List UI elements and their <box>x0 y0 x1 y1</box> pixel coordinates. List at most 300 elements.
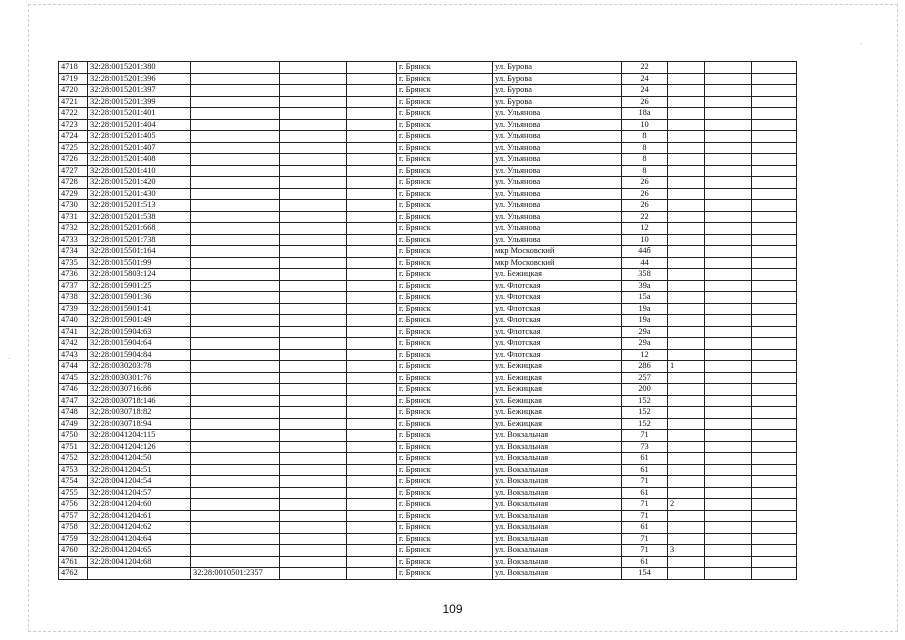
house-number: 44б <box>622 246 668 258</box>
cadastral-number-2 <box>191 280 280 292</box>
cadastral-number-2 <box>191 349 280 361</box>
house-number: 71 <box>622 499 668 511</box>
street: ул. Ульянова <box>493 177 622 189</box>
table-row <box>59 522 797 534</box>
empty-cell <box>280 246 347 258</box>
row-number: 4732 <box>59 223 88 235</box>
cadastral-number: 32:28:0015901:41 <box>88 303 191 315</box>
building-number <box>668 441 705 453</box>
empty-cell <box>347 533 397 545</box>
empty-cell <box>752 292 797 304</box>
building-number <box>668 510 705 522</box>
empty-cell <box>752 200 797 212</box>
street: ул. Бежицкая <box>493 372 622 384</box>
cadastral-number: 32:28:0030203:78 <box>88 361 191 373</box>
cadastral-number: 32:28:0015201:738 <box>88 234 191 246</box>
street: ул. Бурова <box>493 85 622 97</box>
house-number: 61 <box>622 487 668 499</box>
cadastral-number-2 <box>191 269 280 281</box>
empty-cell <box>705 522 752 534</box>
table-row <box>59 545 797 557</box>
house-number: 19а <box>622 303 668 315</box>
table-row <box>59 154 797 166</box>
house-number: 152 <box>622 418 668 430</box>
building-number <box>668 418 705 430</box>
house-number: 29а <box>622 338 668 350</box>
cadastral-number-2 <box>191 499 280 511</box>
house-number: 26 <box>622 188 668 200</box>
empty-cell <box>752 499 797 511</box>
building-number <box>668 73 705 85</box>
empty-cell <box>705 556 752 568</box>
cadastral-number: 32:28:0041204:62 <box>88 522 191 534</box>
row-number: 4741 <box>59 326 88 338</box>
row-number: 4749 <box>59 418 88 430</box>
empty-cell <box>347 303 397 315</box>
cadastral-number: 32:28:0015201:404 <box>88 119 191 131</box>
empty-cell <box>347 154 397 166</box>
city: г. Брянск <box>397 119 493 131</box>
building-number <box>668 165 705 177</box>
house-number: 26 <box>622 200 668 212</box>
building-number <box>668 326 705 338</box>
building-number <box>668 154 705 166</box>
empty-cell <box>347 361 397 373</box>
building-number <box>668 303 705 315</box>
street: ул. Бежицкая <box>493 384 622 396</box>
registry-rows <box>59 62 797 580</box>
street: ул. Вокзальная <box>493 510 622 522</box>
cadastral-number-2 <box>191 441 280 453</box>
empty-cell <box>347 223 397 235</box>
table-row <box>59 142 797 154</box>
street: ул. Флотская <box>493 292 622 304</box>
cadastral-number-2 <box>191 96 280 108</box>
city: г. Брянск <box>397 142 493 154</box>
empty-cell <box>347 108 397 120</box>
house-number: 8 <box>622 154 668 166</box>
row-number: 4735 <box>59 257 88 269</box>
empty-cell <box>752 165 797 177</box>
empty-cell <box>347 62 397 74</box>
empty-cell <box>280 499 347 511</box>
table-row <box>59 292 797 304</box>
cadastral-number-2 <box>191 211 280 223</box>
building-number <box>668 430 705 442</box>
city: г. Брянск <box>397 269 493 281</box>
empty-cell <box>280 453 347 465</box>
empty-cell <box>705 200 752 212</box>
empty-cell <box>752 85 797 97</box>
house-number: 61 <box>622 464 668 476</box>
empty-cell <box>705 441 752 453</box>
building-number <box>668 211 705 223</box>
cadastral-number-2 <box>191 257 280 269</box>
row-number: 4720 <box>59 85 88 97</box>
empty-cell <box>752 476 797 488</box>
empty-cell <box>280 464 347 476</box>
cadastral-number: 32:28:0015803:124 <box>88 269 191 281</box>
empty-cell <box>347 269 397 281</box>
street: ул. Ульянова <box>493 108 622 120</box>
empty-cell <box>280 315 347 327</box>
table-row <box>59 372 797 384</box>
cadastral-number: 32:28:0030718:82 <box>88 407 191 419</box>
empty-cell <box>280 487 347 499</box>
empty-cell <box>347 556 397 568</box>
empty-cell <box>347 499 397 511</box>
row-number: 4718 <box>59 62 88 74</box>
city: г. Брянск <box>397 223 493 235</box>
empty-cell <box>280 476 347 488</box>
empty-cell <box>280 556 347 568</box>
empty-cell <box>347 430 397 442</box>
cadastral-number: 32:28:0041204:60 <box>88 499 191 511</box>
city: г. Брянск <box>397 108 493 120</box>
cadastral-number-2 <box>191 200 280 212</box>
empty-cell <box>752 211 797 223</box>
empty-cell <box>347 326 397 338</box>
street: ул. Бурова <box>493 96 622 108</box>
cadastral-number: 32:28:0041204:57 <box>88 487 191 499</box>
table-row <box>59 165 797 177</box>
empty-cell <box>705 372 752 384</box>
empty-cell <box>752 349 797 361</box>
street: ул. Вокзальная <box>493 476 622 488</box>
city: г. Брянск <box>397 131 493 143</box>
empty-cell <box>280 395 347 407</box>
empty-cell <box>347 246 397 258</box>
empty-cell <box>280 85 347 97</box>
cadastral-number-2 <box>191 407 280 419</box>
empty-cell <box>347 200 397 212</box>
empty-cell <box>347 131 397 143</box>
table-row <box>59 441 797 453</box>
row-number: 4747 <box>59 395 88 407</box>
street: ул. Флотская <box>493 349 622 361</box>
empty-cell <box>705 223 752 235</box>
empty-cell <box>280 223 347 235</box>
building-number <box>668 533 705 545</box>
city: г. Брянск <box>397 62 493 74</box>
scan-artifact: · <box>8 355 11 363</box>
cadastral-number: 32:28:0015201:380 <box>88 62 191 74</box>
empty-cell <box>752 568 797 580</box>
street: ул. Бежицкая <box>493 407 622 419</box>
street: ул. Ульянова <box>493 223 622 235</box>
empty-cell <box>280 303 347 315</box>
cadastral-number-2 <box>191 85 280 97</box>
house-number: 26 <box>622 177 668 189</box>
empty-cell <box>752 418 797 430</box>
table-row <box>59 430 797 442</box>
street: ул. Вокзальная <box>493 522 622 534</box>
city: г. Брянск <box>397 384 493 396</box>
city: г. Брянск <box>397 326 493 338</box>
empty-cell <box>347 177 397 189</box>
empty-cell <box>280 407 347 419</box>
building-number: 1 <box>668 361 705 373</box>
cadastral-number-2 <box>191 119 280 131</box>
street: ул. Ульянова <box>493 211 622 223</box>
empty-cell <box>347 568 397 580</box>
row-number: 4734 <box>59 246 88 258</box>
cadastral-number: 32:28:0041204:68 <box>88 556 191 568</box>
empty-cell <box>752 395 797 407</box>
empty-cell <box>705 395 752 407</box>
table-row <box>59 96 797 108</box>
row-number: 4727 <box>59 165 88 177</box>
table-row <box>59 303 797 315</box>
cadastral-number-2 <box>191 418 280 430</box>
empty-cell <box>752 269 797 281</box>
table-row <box>59 464 797 476</box>
empty-cell <box>280 418 347 430</box>
table-row <box>59 62 797 74</box>
empty-cell <box>347 487 397 499</box>
empty-cell <box>705 418 752 430</box>
empty-cell <box>705 545 752 557</box>
row-number: 4751 <box>59 441 88 453</box>
row-number: 4761 <box>59 556 88 568</box>
empty-cell <box>705 292 752 304</box>
city: г. Брянск <box>397 165 493 177</box>
city: г. Брянск <box>397 257 493 269</box>
empty-cell <box>347 96 397 108</box>
empty-cell <box>705 62 752 74</box>
empty-cell <box>347 280 397 292</box>
empty-cell <box>752 280 797 292</box>
empty-cell <box>347 441 397 453</box>
city: г. Брянск <box>397 154 493 166</box>
table-row <box>59 269 797 281</box>
house-number: 18а <box>622 108 668 120</box>
building-number <box>668 556 705 568</box>
table-row <box>59 246 797 258</box>
table-row <box>59 453 797 465</box>
house-number: 61 <box>622 522 668 534</box>
cadastral-number: 32:28:0015201:538 <box>88 211 191 223</box>
cadastral-number: 32:28:0041204:64 <box>88 533 191 545</box>
house-number: 24 <box>622 85 668 97</box>
table-row <box>59 131 797 143</box>
cadastral-number: 32:28:0015201:410 <box>88 165 191 177</box>
house-number: 10 <box>622 234 668 246</box>
house-number: 73 <box>622 441 668 453</box>
row-number: 4729 <box>59 188 88 200</box>
empty-cell <box>280 142 347 154</box>
table-row <box>59 407 797 419</box>
city: г. Брянск <box>397 292 493 304</box>
table-row <box>59 510 797 522</box>
cadastral-number-2 <box>191 510 280 522</box>
house-number: 71 <box>622 510 668 522</box>
cadastral-number-2 <box>191 326 280 338</box>
empty-cell <box>752 188 797 200</box>
house-number: 19а <box>622 315 668 327</box>
empty-cell <box>752 257 797 269</box>
cadastral-number-2 <box>191 556 280 568</box>
row-number: 4742 <box>59 338 88 350</box>
cadastral-number-2 <box>191 338 280 350</box>
empty-cell <box>280 338 347 350</box>
table-row <box>59 188 797 200</box>
city: г. Брянск <box>397 349 493 361</box>
empty-cell <box>705 211 752 223</box>
empty-cell <box>752 303 797 315</box>
house-number: 39а <box>622 280 668 292</box>
empty-cell <box>705 568 752 580</box>
empty-cell <box>347 257 397 269</box>
city: г. Брянск <box>397 338 493 350</box>
building-number <box>668 568 705 580</box>
row-number: 4743 <box>59 349 88 361</box>
empty-cell <box>705 73 752 85</box>
street: ул. Бежицкая <box>493 395 622 407</box>
row-number: 4745 <box>59 372 88 384</box>
building-number <box>668 119 705 131</box>
empty-cell <box>280 73 347 85</box>
cadastral-number-2 <box>191 361 280 373</box>
cadastral-number: 32:28:0015201:397 <box>88 85 191 97</box>
street: ул. Ульянова <box>493 234 622 246</box>
cadastral-number-2 <box>191 142 280 154</box>
city: г. Брянск <box>397 280 493 292</box>
building-number <box>668 395 705 407</box>
row-number: 4719 <box>59 73 88 85</box>
empty-cell <box>752 338 797 350</box>
cadastral-number-2 <box>191 292 280 304</box>
street: мкр Московский <box>493 257 622 269</box>
empty-cell <box>705 349 752 361</box>
table-row <box>59 73 797 85</box>
house-number: 12 <box>622 223 668 235</box>
table-row <box>59 326 797 338</box>
city: г. Брянск <box>397 177 493 189</box>
street: ул. Ульянова <box>493 188 622 200</box>
street: ул. Флотская <box>493 280 622 292</box>
empty-cell <box>705 154 752 166</box>
empty-cell <box>705 269 752 281</box>
row-number: 4750 <box>59 430 88 442</box>
empty-cell <box>280 119 347 131</box>
building-number <box>668 257 705 269</box>
building-number <box>668 338 705 350</box>
street: ул. Флотская <box>493 338 622 350</box>
empty-cell <box>752 384 797 396</box>
empty-cell <box>280 326 347 338</box>
empty-cell <box>705 257 752 269</box>
cadastral-number: 32:28:0015201:401 <box>88 108 191 120</box>
table-row <box>59 568 797 580</box>
empty-cell <box>705 315 752 327</box>
city: г. Брянск <box>397 568 493 580</box>
cadastral-number-2 <box>191 545 280 557</box>
empty-cell <box>752 246 797 258</box>
page-number: 109 <box>442 602 463 616</box>
city: г. Брянск <box>397 499 493 511</box>
building-number <box>668 487 705 499</box>
building-number <box>668 62 705 74</box>
empty-cell <box>752 464 797 476</box>
table-row <box>59 499 797 511</box>
cadastral-number-2 <box>191 372 280 384</box>
row-number: 4740 <box>59 315 88 327</box>
empty-cell <box>347 349 397 361</box>
street: ул. Ульянова <box>493 142 622 154</box>
street: ул. Флотская <box>493 315 622 327</box>
empty-cell <box>347 545 397 557</box>
empty-cell <box>347 338 397 350</box>
empty-cell <box>705 499 752 511</box>
building-number <box>668 177 705 189</box>
row-number: 4748 <box>59 407 88 419</box>
table-row <box>59 556 797 568</box>
empty-cell <box>705 464 752 476</box>
row-number: 4755 <box>59 487 88 499</box>
empty-cell <box>752 441 797 453</box>
cadastral-number-2 <box>191 315 280 327</box>
street: ул. Ульянова <box>493 154 622 166</box>
building-number <box>668 384 705 396</box>
empty-cell <box>705 246 752 258</box>
empty-cell <box>280 154 347 166</box>
house-number: 24 <box>622 73 668 85</box>
empty-cell <box>705 85 752 97</box>
row-number: 4754 <box>59 476 88 488</box>
building-number <box>668 292 705 304</box>
house-number: 152 <box>622 407 668 419</box>
building-number: 3 <box>668 545 705 557</box>
building-number <box>668 142 705 154</box>
row-number: 4721 <box>59 96 88 108</box>
row-number: 4760 <box>59 545 88 557</box>
empty-cell <box>280 177 347 189</box>
house-number: 286 <box>622 361 668 373</box>
cadastral-number: 32:28:0015201:420 <box>88 177 191 189</box>
house-number: 8 <box>622 131 668 143</box>
table-row <box>59 223 797 235</box>
house-number: 154 <box>622 568 668 580</box>
cadastral-number-2 <box>191 223 280 235</box>
street: ул. Вокзальная <box>493 499 622 511</box>
street: ул. Ульянова <box>493 200 622 212</box>
cadastral-number-2 <box>191 464 280 476</box>
cadastral-number: 32:28:0015901:49 <box>88 315 191 327</box>
house-number: 22 <box>622 211 668 223</box>
empty-cell <box>752 177 797 189</box>
city: г. Брянск <box>397 246 493 258</box>
empty-cell <box>705 326 752 338</box>
empty-cell <box>347 211 397 223</box>
cadastral-number-2 <box>191 165 280 177</box>
street: ул. Ульянова <box>493 165 622 177</box>
empty-cell <box>752 154 797 166</box>
empty-cell <box>347 522 397 534</box>
empty-cell <box>347 476 397 488</box>
empty-cell <box>347 395 397 407</box>
empty-cell <box>752 108 797 120</box>
city: г. Брянск <box>397 372 493 384</box>
table-row <box>59 280 797 292</box>
scan-artifact: · <box>860 40 863 48</box>
empty-cell <box>280 292 347 304</box>
empty-cell <box>752 510 797 522</box>
building-number <box>668 522 705 534</box>
city: г. Брянск <box>397 430 493 442</box>
city: г. Брянск <box>397 188 493 200</box>
empty-cell <box>705 234 752 246</box>
